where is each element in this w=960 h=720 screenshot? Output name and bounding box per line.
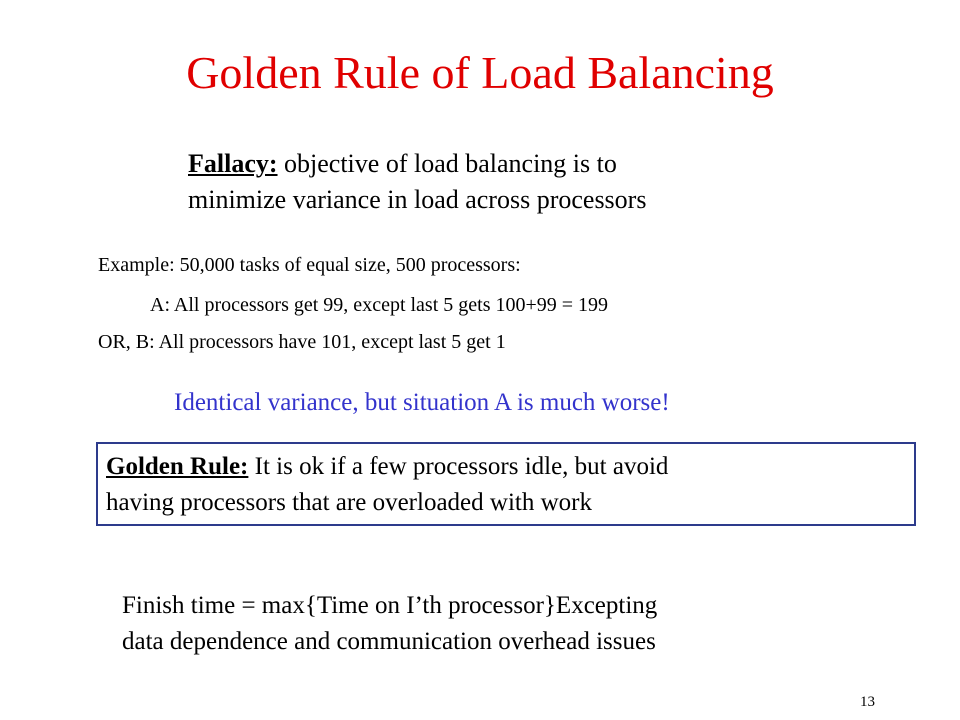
golden-rule-line-1 [106,450,668,484]
conclusion-text: Identical variance, but situation A is much worse! [174,389,670,416]
example-case-b: OR, B: All processors have 101, except last 5 get 1 [98,331,506,353]
fallacy-text-1: objective of load balancing is to [277,149,617,178]
golden-rule-line-2: having processors that are overloaded with work [106,489,592,516]
slide-title: Golden Rule of Load Balancing [186,47,774,98]
page-number: 13 [860,694,875,710]
golden-rule-label: Golden Rule: [106,453,249,480]
example-case-a: A: All processors get 99, except last 5 gets 100+99 = 199 [150,294,609,316]
finish-time-line-1: Finish time = max{Time on I’th processor}Excepting [122,592,658,619]
fallacy-label: Fallacy: [188,149,278,178]
golden-rule-text-1: It is ok if a few processors idle, but avoid [248,453,669,480]
fallacy-line-1 [188,146,617,182]
fallacy-line-2: minimize variance in load across processors [188,185,647,214]
example-intro: Example: 50,000 tasks of equal size, 500 processors: [98,254,521,276]
finish-time-line-2: data dependence and communication overhead issues [122,628,656,655]
